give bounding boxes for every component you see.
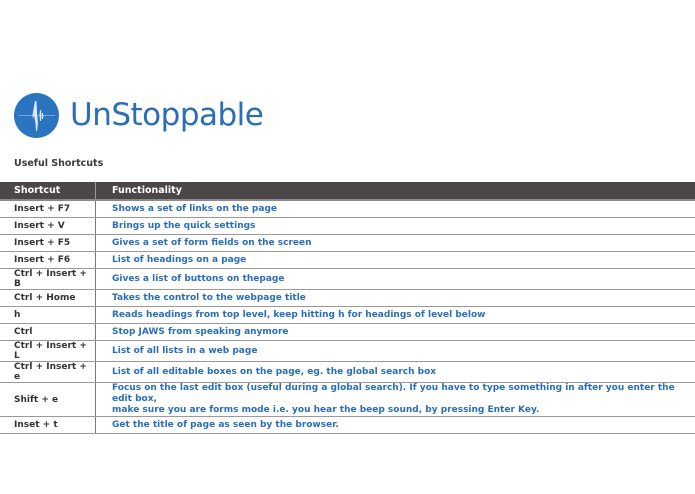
- functionality-cell: Reads headings from top level, keep hitting h for headings of level below: [96, 307, 695, 324]
- shortcut-cell: Ctrl + Insert + e: [0, 362, 96, 383]
- shortcut-cell: Shift + e: [0, 383, 96, 417]
- functionality-line-1: Focus on the last edit box (useful during a global search). If you have to type something in after you enter the edit box,: [112, 383, 675, 404]
- shortcut-cell: Ctrl + Insert + B: [0, 269, 96, 290]
- shortcut-cell: Insert + F7: [0, 200, 96, 218]
- table-row: [0, 383, 695, 417]
- waveform-circle-icon: [14, 93, 59, 138]
- table-row: [0, 290, 695, 307]
- shortcut-cell: Inset + t: [0, 417, 96, 434]
- functionality-cell: Get the title of page as seen by the browser.: [96, 417, 695, 434]
- shortcut-cell: h: [0, 307, 96, 324]
- table-row: [0, 252, 695, 269]
- column-header-functionality: Functionality: [96, 182, 695, 200]
- table-row: [0, 200, 695, 218]
- functionality-cell: Gives a set of form fields on the screen: [96, 235, 695, 252]
- functionality-cell: List of headings on a page: [96, 252, 695, 269]
- shortcut-cell: Ctrl: [0, 324, 96, 341]
- functionality-cell: Shows a set of links on the page: [96, 200, 695, 218]
- table-row: [0, 417, 695, 434]
- logo: [14, 93, 263, 138]
- functionality-cell: Takes the control to the webpage title: [96, 290, 695, 307]
- table-header-row: [0, 182, 695, 200]
- shortcut-cell: Insert + F6: [0, 252, 96, 269]
- section-title: Useful Shortcuts: [14, 158, 104, 169]
- functionality-line-2: make sure you are forms mode i.e. you hear the beep sound, by pressing Enter Key.: [112, 405, 540, 415]
- table-row: [0, 307, 695, 324]
- functionality-cell: Gives a list of buttons on thepage: [96, 269, 695, 290]
- shortcut-cell: Ctrl + Insert + L: [0, 341, 96, 362]
- functionality-cell: [96, 383, 695, 417]
- shortcut-cell: Insert + V: [0, 218, 96, 235]
- table-row: [0, 341, 695, 362]
- functionality-cell: List of all lists in a web page: [96, 341, 695, 362]
- table-row: [0, 269, 695, 290]
- logo-text: UnStoppable: [70, 97, 264, 133]
- shortcuts-table: [0, 182, 695, 434]
- functionality-cell: Stop JAWS from speaking anymore: [96, 324, 695, 341]
- table-row: [0, 324, 695, 341]
- table-row: [0, 362, 695, 383]
- functionality-cell: Brings up the quick settings: [96, 218, 695, 235]
- functionality-cell: List of all editable boxes on the page, eg. the global search box: [96, 362, 695, 383]
- table-row: [0, 218, 695, 235]
- shortcut-cell: Insert + F5: [0, 235, 96, 252]
- table-row: [0, 235, 695, 252]
- column-header-shortcut: Shortcut: [0, 182, 96, 200]
- shortcut-cell: Ctrl + Home: [0, 290, 96, 307]
